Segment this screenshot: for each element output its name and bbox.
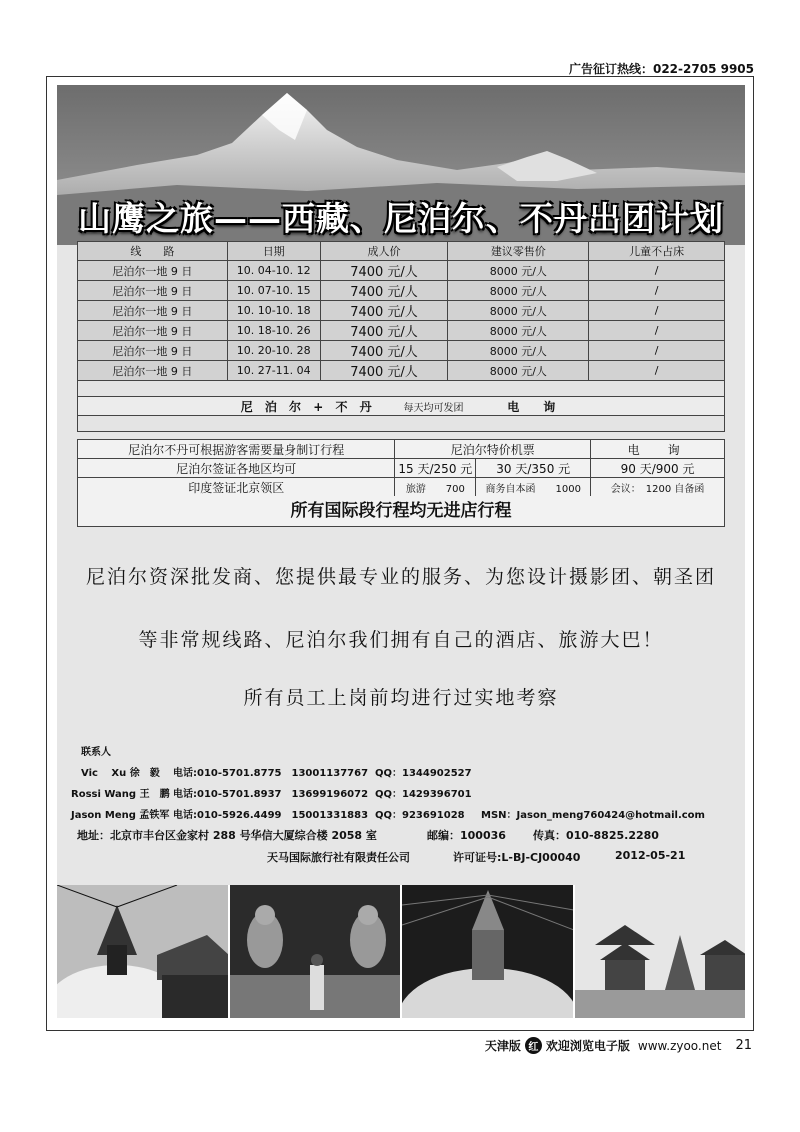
route-cell: 尼泊尔一地 9 日 [78,281,228,301]
retail-price-cell: 8000 元/人 [448,281,589,301]
info-row [78,440,725,459]
edition-label: 天津版 [484,1039,521,1053]
slogan-line-2: 等非常规线路、尼泊尔我们拥有自己的酒店、旅游大巴！ [138,629,664,651]
india-visa-tourist: 旅游 700 [395,478,476,497]
contact-name: Jason Meng 孟铁军 [71,810,170,821]
contact-phone: 电话:010-5926.4499 15001331883 [173,810,369,821]
contact-qq: QQ：1344902527 [375,768,472,779]
no-shopping-notice: 所有国际段行程均无进店行程 [77,496,725,527]
route-cell: 尼泊尔一地 9 日 [78,301,228,321]
company-name: 天马国际旅行社有限责任公司 [267,851,410,864]
info-row [78,478,725,497]
issue-date: 2012-05-21 [615,849,686,862]
table-row [78,321,725,341]
column-header-adult-price: 成人价 [320,242,448,261]
route-cell: 尼泊尔一地 9 日 [78,321,228,341]
contact-qq: QQ：1429396701 [375,789,472,800]
special-airfare-cell: 尼泊尔特价机票 [395,440,591,459]
spacer-cell [78,416,725,432]
india-visa-business: 商务自本函 1000 [476,478,591,497]
airfare-phone-cell: 电 询 [591,440,725,459]
tour-schedule-table [77,241,725,432]
spacer-row [78,381,725,397]
spacer-row [78,416,725,432]
ad-frame [46,76,754,1031]
route-cell: 尼泊尔一地 9 日 [78,261,228,281]
info-row [78,459,725,478]
date-cell: 10. 10-10. 18 [227,301,320,321]
page-number: 21 [735,1038,752,1053]
adult-price-cell: 7400 元/人 [320,321,448,341]
route-cell: 尼泊尔一地 9 日 [78,341,228,361]
column-header-route: 线 路 [78,242,228,261]
column-header-retail-price: 建议零售价 [448,242,589,261]
date-cell: 10. 27-11. 04 [227,361,320,381]
adult-price-cell: 7400 元/人 [320,301,448,321]
contact-msn: MSN：Jason_meng760424@hotmail.com [481,810,705,821]
table-row [78,361,725,381]
table-header-row [78,242,725,261]
child-price-cell: / [589,281,725,301]
ad-title: 山鹰之旅——西藏、尼泊尔、不丹出团计划 [78,199,724,238]
photo-strip [57,885,745,1018]
nepal-bhutan-cell [78,397,725,416]
nepal-bhutan-departure: 每天均可发团 [403,402,464,414]
contact-phone: 电话:010-5701.8775 13001137767 [173,768,369,779]
child-price-cell: / [589,341,725,361]
nepal-visa-label: 尼泊尔签证各地区均可 [78,459,395,478]
custom-itinerary-cell: 尼泊尔不丹可根据游客需要量身制订行程 [78,440,395,459]
child-price-cell: / [589,321,725,341]
website-url[interactable]: www.zyoo.net [637,1038,722,1053]
child-price-cell: / [589,361,725,381]
date-cell: 10. 18-10. 26 [227,321,320,341]
table-row [78,301,725,321]
india-visa-conference: 会议： 1200 自备函 [591,478,725,497]
adult-price-cell: 7400 元/人 [320,261,448,281]
child-price-cell: / [589,261,725,281]
contacts-heading: 联系人 [81,747,111,758]
license-number: 许可证号:L-BJ-CJ00040 [453,851,581,864]
contact-phone: 电话:010-5701.8937 13699196072 [173,789,369,800]
spacer-cell [78,381,725,397]
table-row [78,281,725,301]
durbar-square-photo [575,885,746,1018]
slogan-line-1: 尼泊尔资深批发商、您提供最专业的服务、为您设计摄影团、朝圣团 [85,566,716,588]
contact-name: Vic Xu 徐 毅 [81,768,160,779]
column-header-child-no-bed: 儿童不占床 [589,242,725,261]
date-cell: 10. 04-10. 12 [227,261,320,281]
retail-price-cell: 8000 元/人 [448,321,589,341]
visa-15-days: 15 天/250 元 [395,459,476,478]
company-fax: 传真：010-8825.2280 [533,829,659,842]
date-cell: 10. 20-10. 28 [227,341,320,361]
contact-name: Rossi Wang 王 鹏 [71,789,170,800]
visa-30-days: 30 天/350 元 [476,459,591,478]
company-postcode: 邮编：100036 [427,829,506,842]
welcome-text: 欢迎浏览电子版 [545,1039,630,1053]
table-row [78,261,725,281]
adult-price-cell: 7400 元/人 [320,341,448,361]
visa-90-days: 90 天/900 元 [591,459,725,478]
retail-price-cell: 8000 元/人 [448,341,589,361]
child-price-cell: / [589,301,725,321]
stupa-photo [57,885,228,1018]
visa-info-table [77,439,725,497]
nepal-bhutan-phone-inquiry: 电 询 [507,399,562,414]
column-header-date: 日期 [227,242,320,261]
temple-guardian-photo [230,885,401,1018]
newspaper-logo-icon: 红 [525,1037,542,1054]
india-visa-label: 印度签证北京领区 [78,478,395,497]
adult-price-cell: 7400 元/人 [320,361,448,381]
ad-panel [57,85,745,885]
retail-price-cell: 8000 元/人 [448,361,589,381]
page-footer [485,1037,752,1054]
retail-price-cell: 8000 元/人 [448,261,589,281]
nepal-bhutan-row [78,397,725,416]
retail-price-cell: 8000 元/人 [448,301,589,321]
table-row [78,341,725,361]
adult-price-cell: 7400 元/人 [320,281,448,301]
contact-qq: QQ：923691028 [375,810,465,821]
route-cell: 尼泊尔一地 9 日 [78,361,228,381]
date-cell: 10. 07-10. 15 [227,281,320,301]
nepal-bhutan-label: 尼 泊 尔 + 不 丹 [240,399,376,414]
ad-hotline: 广告征订热线：022-2705 9905 [568,62,754,76]
boudhanath-stupa-photo [402,885,573,1018]
slogan-line-3: 所有员工上岗前均进行过实地考察 [243,687,559,709]
company-address: 地址：北京市丰台区金家村 288 号华信大厦综合楼 2058 室 [77,829,377,842]
